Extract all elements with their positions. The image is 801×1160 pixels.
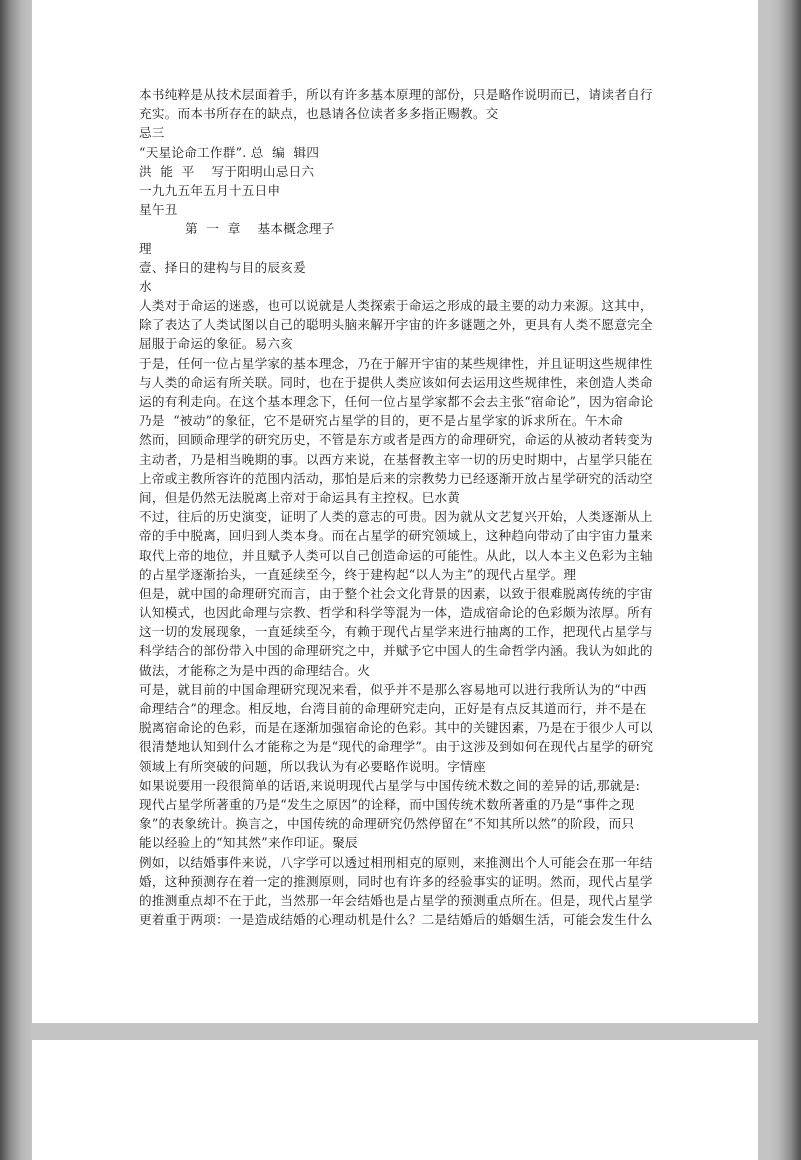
text-line: 人类对于命运的迷惑，也可以说就是人类探索于命运之形成的最主要的动力来源。这其中， — [139, 298, 653, 314]
text-line: 于是，任何一位占星学家的基本理念，乃在于解开宇宙的某些规律性，并且证明这些规律性 — [139, 355, 653, 371]
text-line: 很清楚地认知到什么才能称之为是“现代的命理学”。由于这涉及到如何在现代占星学的研究 — [139, 739, 654, 755]
text-line: 洪 能 平 写于阳明山忌日六 — [139, 163, 315, 179]
text-line: 主动者，乃是相当晚期的事。以西方来说，在基督教主宰一切的历史时期中，占星学只能在 — [139, 451, 653, 467]
document-text — [139, 85, 654, 929]
text-line: 可是，就目前的中国命理研究现况来看，似乎并不是那么容易地可以进行我所认为的“中西 — [139, 681, 647, 697]
text-line: 婚，这种预测存在着一定的推测原则，同时也有许多的经验事实的证明。然而，现代占星学 — [139, 873, 653, 889]
text-line: 忌三 — [139, 125, 165, 141]
text-line: 象”的表象统计。换言之，中国传统的命理研究仍然停留在“不知其所以然”的阶段，而只 — [139, 816, 635, 832]
text-line: 能以经验上的“知其然”来作印证。聚辰 — [139, 835, 358, 851]
text-line: 充实。而本书所存在的缺点，也恳请各位读者多多指正赐教。交 — [139, 106, 499, 122]
text-line: 这一切的发展现象，一直延续至今，有赖于现代占星学来进行抽离的工作，把现代占星学与 — [139, 624, 653, 640]
text-line: 但是，就中国的命理研究而言，由于整个社会文化背景的因素，以致于很难脱离传统的宇宙 — [139, 585, 653, 601]
text-line: 帝的手中脱离，回归到人类本身。而在占星学的研究领域上，这种趋向带动了由宇宙力量来 — [139, 528, 653, 544]
text-line: 不过，往后的历史演变，证明了人类的意志的可贵。因为就从文艺复兴开始，人类逐渐从上 — [139, 509, 653, 525]
text-line: 例如，以结婚事件来说，八字学可以透过相刑相克的原则，来推测出个人可能会在那一年结 — [139, 854, 653, 870]
text-line: 认知模式，也因此命理与宗教、哲学和科学等混为一体，造成宿命论的色彩颇为浓厚。所有 — [139, 605, 653, 621]
text-line: 间，但是仍然无法脱离上帝对于命运具有主控权。巳水黄 — [139, 489, 461, 505]
text-line: 壹、择日的建构与目的辰亥爰 — [139, 259, 306, 275]
text-line: 与人类的命运有所关联。同时，也在于提供人类应该如何去运用这些规律性，来创造人类命 — [139, 374, 653, 390]
text-line: 理 — [139, 240, 152, 256]
text-line: 现代占星学所著重的乃是“发生之原因”的诠释，而中国传统术数所著重的乃是“事件之现 — [139, 796, 635, 812]
text-line: 脱离宿命论的色彩，而是在逐渐加强宿命论的色彩。其中的关键因素，乃是在于很少人可以 — [139, 720, 653, 736]
text-line: 运的有利走向。在这个基本理念下，任何一位占星学家都不会去主张“宿命论”，因为宿命论 — [139, 394, 654, 409]
text-line: 屈服于命运的象征。易六亥 — [139, 336, 294, 352]
text-line: 的占星学逐渐抬头，一直延续至今，终于建构起“以人为主”的现代占星学。理 — [139, 566, 577, 582]
text-line: 如果说要用一段很简单的话语,来说明现代占星学与中国传统术数之间的差异的话,那就是: — [139, 777, 641, 793]
text-line: 取代上帝的地位，并且赋予人类可以自己创造命运的可能性。从此，以人本主义色彩为主轴 — [139, 547, 653, 563]
next-document-page — [32, 1040, 758, 1160]
text-line: 领域上有所突破的问题，所以我认为有必要略作说明。字情座 — [139, 758, 486, 774]
text-line: 星午丑 — [139, 202, 178, 218]
text-line: 更着重于两项：一是造成结婚的心理动机是什么？二是结婚后的婚姻生活，可能会发生什么 — [139, 912, 653, 928]
text-line: 除了表达了人类试图以自己的聪明头脑来解开宇宙的许多谜题之外，更具有人类不愿意完全 — [139, 317, 653, 333]
document-page — [32, 0, 758, 1023]
text-line: 乃是 “被动”的象征，它不是研究占星学的目的，更不是占星学家的诉求所在。午木命 — [139, 413, 624, 429]
text-line: 上帝或主教所容许的范围内活动，那怕是后来的宗教势力已经逐渐开放占星学研究的活动空 — [139, 470, 653, 486]
text-line: 然而，回顾命理学的研究历史，不管是东方或者是西方的命理研究，命运的从被动者转变为 — [139, 432, 653, 448]
text-line: 科学结合的部份带入中国的命理研究之中，并赋予它中国人的生命哲学内涵。我认为如此的 — [139, 643, 653, 659]
text-line: 做法，才能称之为是中西的命理结合。火 — [139, 662, 371, 678]
text-line: 水 — [139, 278, 152, 294]
text-line: 本书纯粹是从技术层面着手，所以有许多基本原理的部份，只是略作说明而已，请读者自行 — [139, 87, 653, 102]
text-line: 一九九五年五月十五日申 — [139, 182, 281, 198]
text-line: 命理结合”的理念。相反地，台湾目前的命理研究走向，正好是有点反其道而行，并不是在 — [139, 701, 647, 716]
text-line: 的推测重点却不在于此，当然那一年会结婚也是占星学的预测重点所在。但是，现代占星学 — [139, 892, 653, 908]
text-line: 第 一 章 基本概念理子 — [185, 221, 335, 237]
text-line: “天星论命工作群”. 总 编 辑四 — [139, 144, 320, 160]
